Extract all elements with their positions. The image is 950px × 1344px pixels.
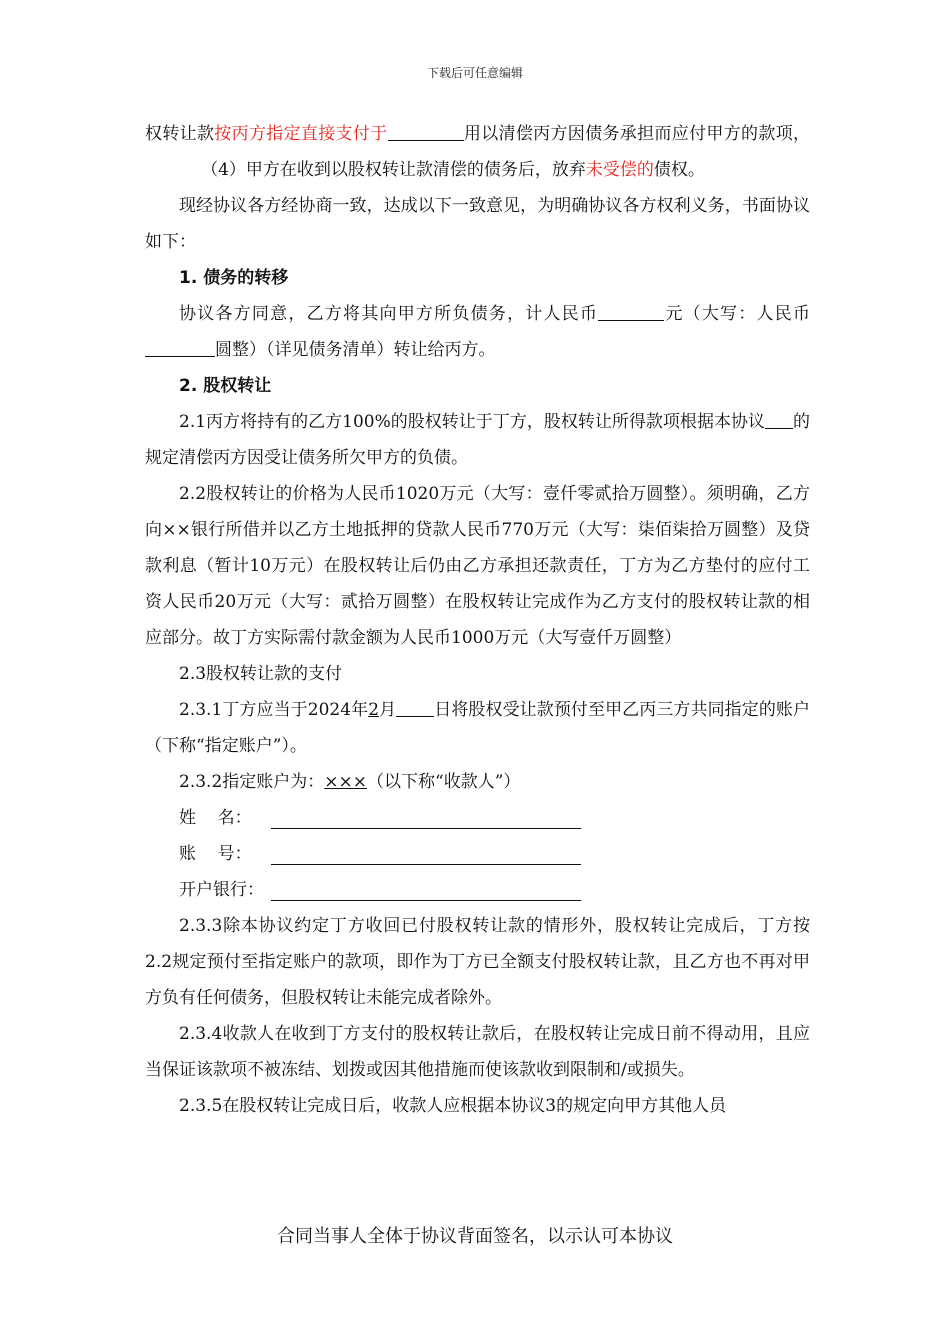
paragraph-debt-transfer: 协议各方同意，乙方将其向甲方所负债务，计人民币 元（大写：人民币圆整）（详见债务清单）转让给丙方。 <box>145 296 810 368</box>
field-name-blank <box>271 804 581 829</box>
section-heading-debt-transfer: 1. 债务的转移 <box>179 268 289 288</box>
month-value: 2 <box>368 700 380 720</box>
field-bank-blank <box>271 876 581 901</box>
section-heading-equity-transfer: 2. 股权转让 <box>179 376 272 396</box>
page-header: 下载后可任意编辑 <box>426 66 523 80</box>
blank-day <box>396 698 434 717</box>
field-name: 姓 名： <box>145 800 810 836</box>
page-footer: 合同当事人全体于协议背面签名，以示认可本协议 <box>277 1226 673 1247</box>
paragraph-transfer-payment: 权转让款按丙方指定直接支付于 用以清偿丙方因债务承担而应付甲方的款项，（4）甲方在收到以股权转让款清偿的债务后，放弃未受偿的债权。 <box>145 124 811 180</box>
blank-line <box>388 122 464 141</box>
paragraph-2-3-3: 2.3.3除本协议约定丁方收回已付股权转让款的情形外，股权转让完成后，丁方按2.2规定预付至指定账户的款项，即作为丁方已全额支付股权转让款，且乙方也不再对甲方负有任何债务，但股权转让未能完成者除外。 <box>145 916 810 1008</box>
blank-amount-words <box>145 338 215 357</box>
document-body <box>145 116 810 1124</box>
field-account: 账 号： <box>145 836 810 872</box>
paragraph-2-2: 2.2股权转让的价格为人民币1020万元（大写：壹仟零贰拾万圆整）。须明确，乙方向××银行所借并以乙方土地抵押的贷款人民币770万元（大写：柒佰柒拾万圆整）及贷款利息（暂计10万元）在股权转让后仍由乙方承担还款责任，丁方为乙方垫付的应付工资人民币20万元（大写：贰拾万圆整）在股权转让完成作为乙方支付的股权转让款的相应部分。故丁方实际需付款金额为人民币1000万元（大写壹仟万圆整） <box>145 484 810 648</box>
blank-amount <box>598 302 664 321</box>
field-bank: 开户银行： <box>145 872 810 908</box>
paragraph-2-3-5: 2.3.5在股权转让完成日后，收款人应根据本协议3的规定向甲方其他人员 <box>179 1096 727 1116</box>
highlighted-text: 未受偿的 <box>585 160 654 180</box>
paragraph-2-3-4: 2.3.4收款人在收到丁方支付的股权转让款后，在股权转让完成日前不得动用，且应当保证该款项不被冻结、划拨或因其他措施而使该款收到限制和/或损失。 <box>145 1024 810 1080</box>
account-placeholder: ××× <box>324 772 367 792</box>
paragraph-2-3: 2.3股权转让款的支付 <box>179 664 343 684</box>
paragraph-2-3-2: 2.3.2指定账户为：×××（以下称“收款人”） <box>179 772 521 792</box>
highlighted-text: 按丙方指定直接支付于 <box>214 124 388 144</box>
field-account-blank <box>271 840 581 865</box>
paragraph-agreement-intro: 现经协议各方经协商一致，达成以下一致意见，为明确协议各方权利义务，书面协议如下： <box>145 196 810 252</box>
paragraph-2-1: 2.1丙方将持有的乙方100%的股权转让于丁方，股权转让所得款项根据本协议 的规定清偿丙方因受让债务所欠甲方的负债。 <box>145 412 810 468</box>
blank-clause <box>765 410 793 429</box>
paragraph-2-3-1: 2.3.1丁方应当于2024年2月 日将股权受让款预付至甲乙丙三方共同指定的账户（下称“指定账户”）。 <box>145 700 811 756</box>
